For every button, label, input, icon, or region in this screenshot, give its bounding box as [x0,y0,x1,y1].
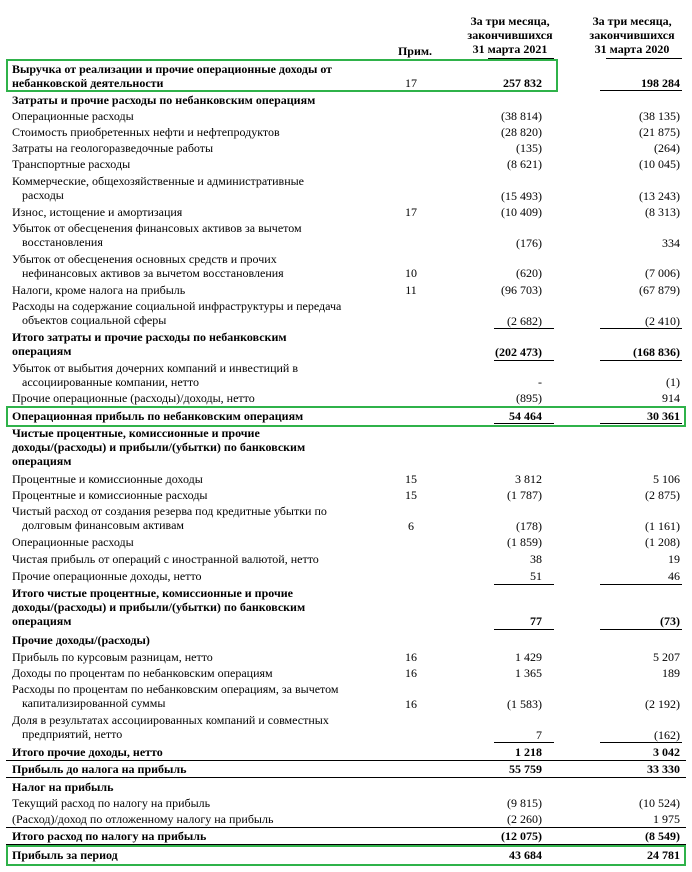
income-statement: Прим. За три месяца, закончившихся 31 марта 2021 За три месяца, закончившихся 31 марта 2020 Выручка от реализации и прочие операционные доходы от небанковской деятельности 17 257 832 198 284 Затраты и прочие расходы по небанковским операциям Операционные расходы (38 814) (38 135) Стоимость приобретенных нефти и нефтепродуктов (28 820) (21 875) Затраты на геологоразведочные работы (135) (264) Транспортные расходы (8 621) (10 045) Коммерческие, общехозяйственные и административные расходы (15 493) (13 243) Износ, истощение и амортизация 17 (10 409) (8 313) Убыток от обесценения финансовых активов за вычетом восстановления (176) 334 Убыток от обесценения основных средств и прочих нефинансовых активов за вычетом восстановления 10 (620) (7 006) Налоги, кроме налога на прибыль 11 (96 703) (67 879) Расходы на содержание социальной инфраструктуры и передача объектов социальной сферы (2 682) (2 410) Итого затраты и прочие расходы по небанковским операциям (202 473) (168 836) Убыток от выбытия дочерних компаний и инвестиций в ассоциированные компании, нетто - (1) Прочие операционные (расходы)/доходы, нетто (895) 914 Операционная прибыль по небанковским операциям 54 464 30 361 Чистые процентные, комиссионные и прочие доходы/(расходы) и прибыли/(убытки) по банковским операциям Процентные и комиссионные доходы 15 3 812 5 106 Процентные и комиссионные расходы 15 (1 787) (2 875) Чистый расход от создания резерва под кредитные убытки по долговым финансовым активам 6 (178) (1 161) Операционные расходы (1 859) (1 208) Чистая прибыль от операций с иностранной валютой, нетто 38 19 Прочие операционные доходы, нетто 51 46 Итого чистые процентные, комиссионные и прочие доходы/(расходы) и прибыли/(убытки) по банковским операциям 77 (73) Прочие доходы/(расходы) Прибыль по курсовым разницам, нетто 16 1 429 5 207 Доходы по процентам по небанковским операциям 16 1 365 189 Расходы по процентам по небанковским операциям, за вычетом капитализированной суммы 16 (1 583) (2 192) Доля в результатах ассоциированных компаний и совместных предприятий, нетто 7 (162) Итого прочие доходы, нетто 1 218 3 042 Прибыль до налога на прибыль 55 759 33 330 Налог на прибыль Текущий расход по налогу на прибыль (9 815) (10 524) (Расход)/доход по отложенному налогу на прибыль (2 260) 1 975 Итого расход по налогу на прибыль (12 075) (8 549) Прибыль за период 43 684 24 781 [0,0,692,872]
highlight-revenue [6,59,558,92]
highlight-profit-for-period [6,845,686,866]
column-header-2021: За три месяца, закончившихся 31 марта 2021 [467,14,553,56]
highlight-operating-profit [6,406,686,427]
column-header-2020: За три месяца, закончившихся 31 марта 2020 [589,14,675,56]
note-column-header: Прим. [397,44,433,58]
